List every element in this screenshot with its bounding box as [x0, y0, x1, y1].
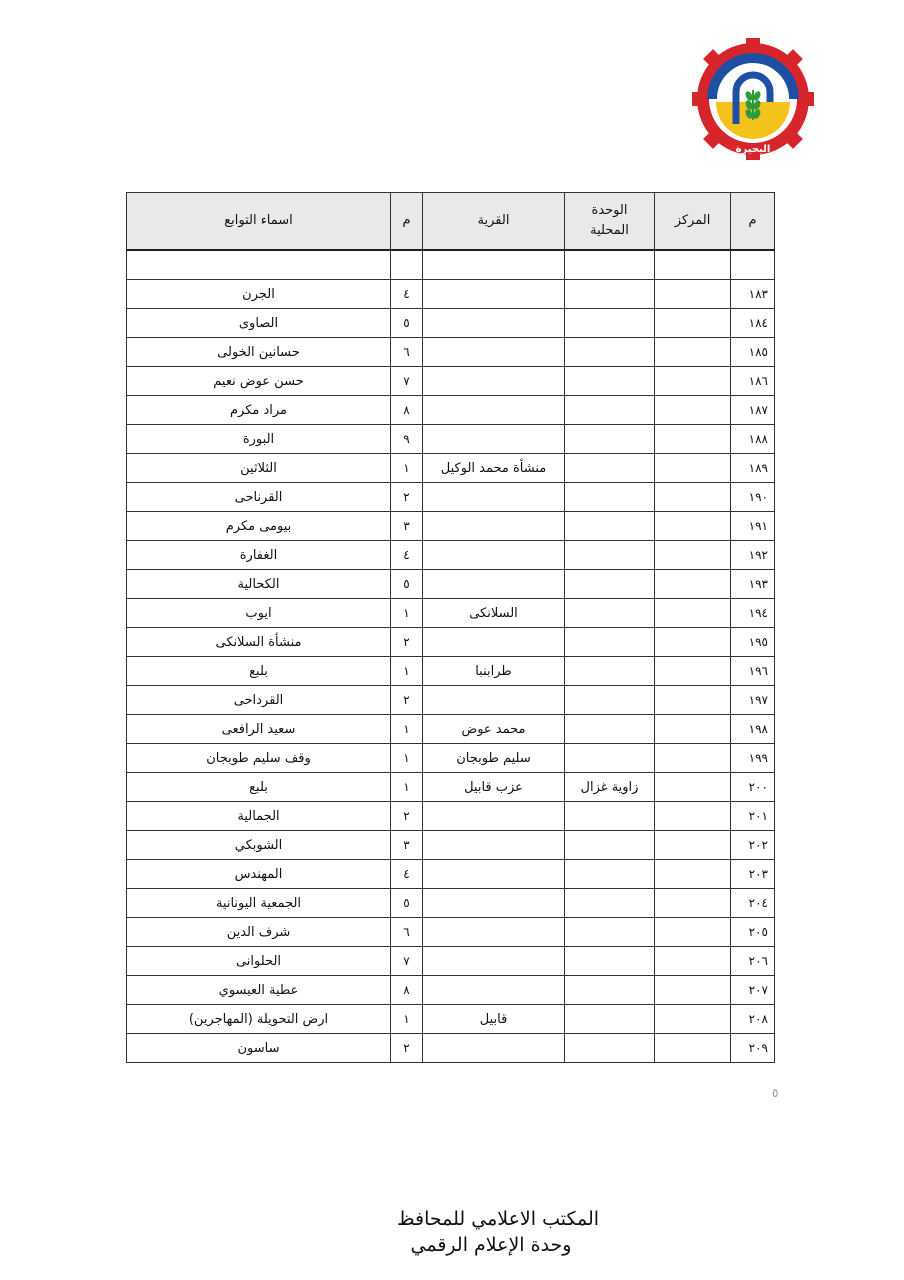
cell-index: ١ [391, 1005, 423, 1034]
cell-local-unit [565, 802, 655, 831]
table-body [127, 250, 775, 1063]
cell-index: ٢ [391, 1034, 423, 1063]
table-row [127, 715, 775, 744]
table-row [127, 338, 775, 367]
cell-local-unit [565, 860, 655, 889]
cell-serial: ٢٠٩ [731, 1034, 775, 1063]
cell-markaz [655, 976, 731, 1005]
cell-village [423, 541, 565, 570]
cell-serial: ٢٠٧ [731, 976, 775, 1005]
cell-serial: ١٩٧ [731, 686, 775, 715]
cell-hamlet-name: حسن عوض نعيم [127, 367, 391, 396]
cell-hamlet-name: عطية العيسوي [127, 976, 391, 1005]
cell-markaz [655, 889, 731, 918]
cell-hamlet-name: بلبع [127, 773, 391, 802]
cell-index: ٦ [391, 338, 423, 367]
cell-markaz [655, 280, 731, 309]
cell-markaz [655, 657, 731, 686]
cell-local-unit [565, 947, 655, 976]
cell-local-unit [565, 744, 655, 773]
cell-markaz [655, 425, 731, 454]
cell-hamlet-name: القرداحى [127, 686, 391, 715]
cell-local-unit [565, 831, 655, 860]
cell-village [423, 628, 565, 657]
cell-markaz [655, 338, 731, 367]
cell-serial: ٢٠٣ [731, 860, 775, 889]
header-local-unit: الوحدة المحلية [565, 193, 655, 251]
cell-village [423, 396, 565, 425]
cell-serial: ٢٠١ [731, 802, 775, 831]
cell-serial: ١٩٩ [731, 744, 775, 773]
cell-markaz [655, 715, 731, 744]
cell-hamlet-name: ايوب [127, 599, 391, 628]
table-row [127, 367, 775, 396]
cell-serial: ١٨٦ [731, 367, 775, 396]
cell-local-unit: زاوية غزال [565, 773, 655, 802]
cell-markaz [655, 512, 731, 541]
cell-village [423, 918, 565, 947]
wheat-icon [744, 90, 762, 120]
cell-hamlet-name: الثلاثين [127, 454, 391, 483]
cell-serial: ١٩٤ [731, 599, 775, 628]
table-row [127, 860, 775, 889]
cell-village [423, 367, 565, 396]
cell-serial: ١٨٥ [731, 338, 775, 367]
header-index: م [391, 193, 423, 251]
cell-village: طرابنبا [423, 657, 565, 686]
cell-hamlet-name: المهندس [127, 860, 391, 889]
cell-village [423, 889, 565, 918]
cell-serial: ١٩٥ [731, 628, 775, 657]
cell-index: ٢ [391, 802, 423, 831]
cell-hamlet-name: الجرن [127, 280, 391, 309]
table-row [127, 976, 775, 1005]
governorate-logo [690, 36, 816, 162]
table-row [127, 773, 775, 802]
table-row [127, 831, 775, 860]
cell-markaz [655, 947, 731, 976]
cell-serial: ١٨٣ [731, 280, 775, 309]
logo-text: البحيرة [735, 144, 771, 155]
cell-village [423, 860, 565, 889]
footer-unit-name: وحدة الإعلام الرقمي [410, 1234, 572, 1256]
table-row [127, 599, 775, 628]
cell-village [423, 1034, 565, 1063]
cell-index: ٤ [391, 541, 423, 570]
cell-village [423, 831, 565, 860]
cell-index: ٣ [391, 831, 423, 860]
table-row [127, 628, 775, 657]
cell-markaz [655, 744, 731, 773]
cell-index: ٧ [391, 367, 423, 396]
cell-hamlet-name: وقف سليم طوبجان [127, 744, 391, 773]
cell-markaz [655, 860, 731, 889]
cell-hamlet-name: الشوبكي [127, 831, 391, 860]
cell-index: ٥ [391, 309, 423, 338]
cell-local-unit [565, 367, 655, 396]
cell-local-unit [565, 918, 655, 947]
villages-table [126, 192, 775, 1063]
cell-index: ٧ [391, 947, 423, 976]
cell-hamlet-name: بيومى مكرم [127, 512, 391, 541]
table-row [127, 483, 775, 512]
cell-serial: ١٩٠ [731, 483, 775, 512]
cell-village [423, 309, 565, 338]
table-row [127, 309, 775, 338]
cell-village [423, 280, 565, 309]
cell-serial: ١٩٨ [731, 715, 775, 744]
cell-local-unit [565, 309, 655, 338]
cell-markaz [655, 686, 731, 715]
cell-serial: ١٩١ [731, 512, 775, 541]
cell-index: ١ [391, 657, 423, 686]
cell-local-unit [565, 483, 655, 512]
cell-local-unit [565, 976, 655, 1005]
cell-local-unit [565, 338, 655, 367]
footer [0, 1206, 904, 1258]
cell-markaz [655, 773, 731, 802]
cell-serial: ١٩٦ [731, 657, 775, 686]
cell-local-unit [565, 889, 655, 918]
cell-serial: ١٨٩ [731, 454, 775, 483]
cell-markaz [655, 454, 731, 483]
cell-markaz [655, 918, 731, 947]
cell-village [423, 802, 565, 831]
cell-hamlet-name: الجمالية [127, 802, 391, 831]
cell-index: ١ [391, 744, 423, 773]
table-row [127, 918, 775, 947]
cell-markaz [655, 570, 731, 599]
table-row [127, 425, 775, 454]
cell-local-unit [565, 512, 655, 541]
table-row [127, 1034, 775, 1063]
header-hamlet-names: اسماء التوابع [127, 193, 391, 251]
footer-office-name: المكتب الاعلامي للمحافظ [396, 1208, 600, 1230]
cell-local-unit [565, 599, 655, 628]
cell-hamlet-name: ارض التحويلة (المهاجرين) [127, 1005, 391, 1034]
cell-local-unit [565, 686, 655, 715]
cell-serial: ٢٠٥ [731, 918, 775, 947]
cell-markaz [655, 802, 731, 831]
cell-index: ١ [391, 454, 423, 483]
cell-serial: ٢٠٦ [731, 947, 775, 976]
cell-village [423, 570, 565, 599]
cell-serial: ١٩٢ [731, 541, 775, 570]
cell-hamlet-name: مراد مكرم [127, 396, 391, 425]
cell-hamlet-name: شرف الدين [127, 918, 391, 947]
cell-markaz [655, 831, 731, 860]
cell-index: ١ [391, 599, 423, 628]
table-row [127, 541, 775, 570]
cell-village: عزب قابيل [423, 773, 565, 802]
cell-local-unit [565, 1005, 655, 1034]
cell-markaz [655, 628, 731, 657]
table-row [127, 889, 775, 918]
table-row [127, 1005, 775, 1034]
cell-village [423, 483, 565, 512]
cell-markaz [655, 309, 731, 338]
cell-local-unit [565, 570, 655, 599]
page-number: ٥ [772, 1086, 779, 1100]
cell-markaz [655, 1034, 731, 1063]
cell-markaz [655, 599, 731, 628]
cell-index: ٣ [391, 512, 423, 541]
cell-village [423, 425, 565, 454]
table-row [127, 802, 775, 831]
cell-markaz [655, 1005, 731, 1034]
table-row [127, 512, 775, 541]
cell-hamlet-name: القرناحى [127, 483, 391, 512]
table-row [127, 396, 775, 425]
table-row [127, 280, 775, 309]
cell-serial: ١٨٨ [731, 425, 775, 454]
table-row [127, 570, 775, 599]
table-row [127, 657, 775, 686]
cell-serial: ٢٠٢ [731, 831, 775, 860]
cell-hamlet-name: البورة [127, 425, 391, 454]
cell-village: السلانكى [423, 599, 565, 628]
table-row [127, 454, 775, 483]
cell-index: ١ [391, 773, 423, 802]
cell-hamlet-name: الصاوى [127, 309, 391, 338]
cell-village: محمد عوض [423, 715, 565, 744]
cell-hamlet-name: الحلوانى [127, 947, 391, 976]
cell-local-unit [565, 454, 655, 483]
cell-index: ٦ [391, 918, 423, 947]
cell-local-unit [565, 541, 655, 570]
cell-serial: ٢٠٠ [731, 773, 775, 802]
table-header [127, 193, 775, 251]
table-row [127, 686, 775, 715]
cell-serial: ١٨٤ [731, 309, 775, 338]
cell-markaz [655, 483, 731, 512]
villages-table-container [126, 192, 774, 1063]
cell-index: ٤ [391, 280, 423, 309]
header-markaz: المركز [655, 193, 731, 251]
cell-hamlet-name: حسانين الخولى [127, 338, 391, 367]
table-row [127, 744, 775, 773]
cell-index: ٢ [391, 628, 423, 657]
cell-village: منشأة محمد الوكيل [423, 454, 565, 483]
cell-hamlet-name: الجمعية اليونانية [127, 889, 391, 918]
header-village: القرية [423, 193, 565, 251]
cell-village: سليم طوبجان [423, 744, 565, 773]
header-serial: م [731, 193, 775, 251]
cell-index: ٢ [391, 483, 423, 512]
cell-local-unit [565, 657, 655, 686]
cell-hamlet-name: سعيد الرافعى [127, 715, 391, 744]
cell-village: قابيل [423, 1005, 565, 1034]
cell-village [423, 512, 565, 541]
cell-hamlet-name: ساسون [127, 1034, 391, 1063]
cell-local-unit [565, 396, 655, 425]
cell-index: ٥ [391, 570, 423, 599]
cell-local-unit [565, 280, 655, 309]
cell-local-unit [565, 628, 655, 657]
cell-hamlet-name: منشأة السلانكى [127, 628, 391, 657]
cell-local-unit [565, 715, 655, 744]
cell-index: ٥ [391, 889, 423, 918]
cell-village [423, 338, 565, 367]
cell-hamlet-name: الغفارة [127, 541, 391, 570]
cell-serial: ٢٠٤ [731, 889, 775, 918]
cell-local-unit [565, 1034, 655, 1063]
cell-markaz [655, 396, 731, 425]
cell-markaz [655, 541, 731, 570]
cell-serial: ١٩٣ [731, 570, 775, 599]
cell-village [423, 686, 565, 715]
cell-index: ٩ [391, 425, 423, 454]
cell-village [423, 976, 565, 1005]
cell-index: ٨ [391, 396, 423, 425]
cell-serial: ٢٠٨ [731, 1005, 775, 1034]
cell-hamlet-name: الكحالية [127, 570, 391, 599]
cell-village [423, 947, 565, 976]
cell-serial: ١٨٧ [731, 396, 775, 425]
cell-index: ٤ [391, 860, 423, 889]
cell-local-unit [565, 425, 655, 454]
cell-markaz [655, 367, 731, 396]
table-row [127, 947, 775, 976]
cell-index: ١ [391, 715, 423, 744]
cell-index: ٢ [391, 686, 423, 715]
cell-hamlet-name: بلبع [127, 657, 391, 686]
cell-index: ٨ [391, 976, 423, 1005]
